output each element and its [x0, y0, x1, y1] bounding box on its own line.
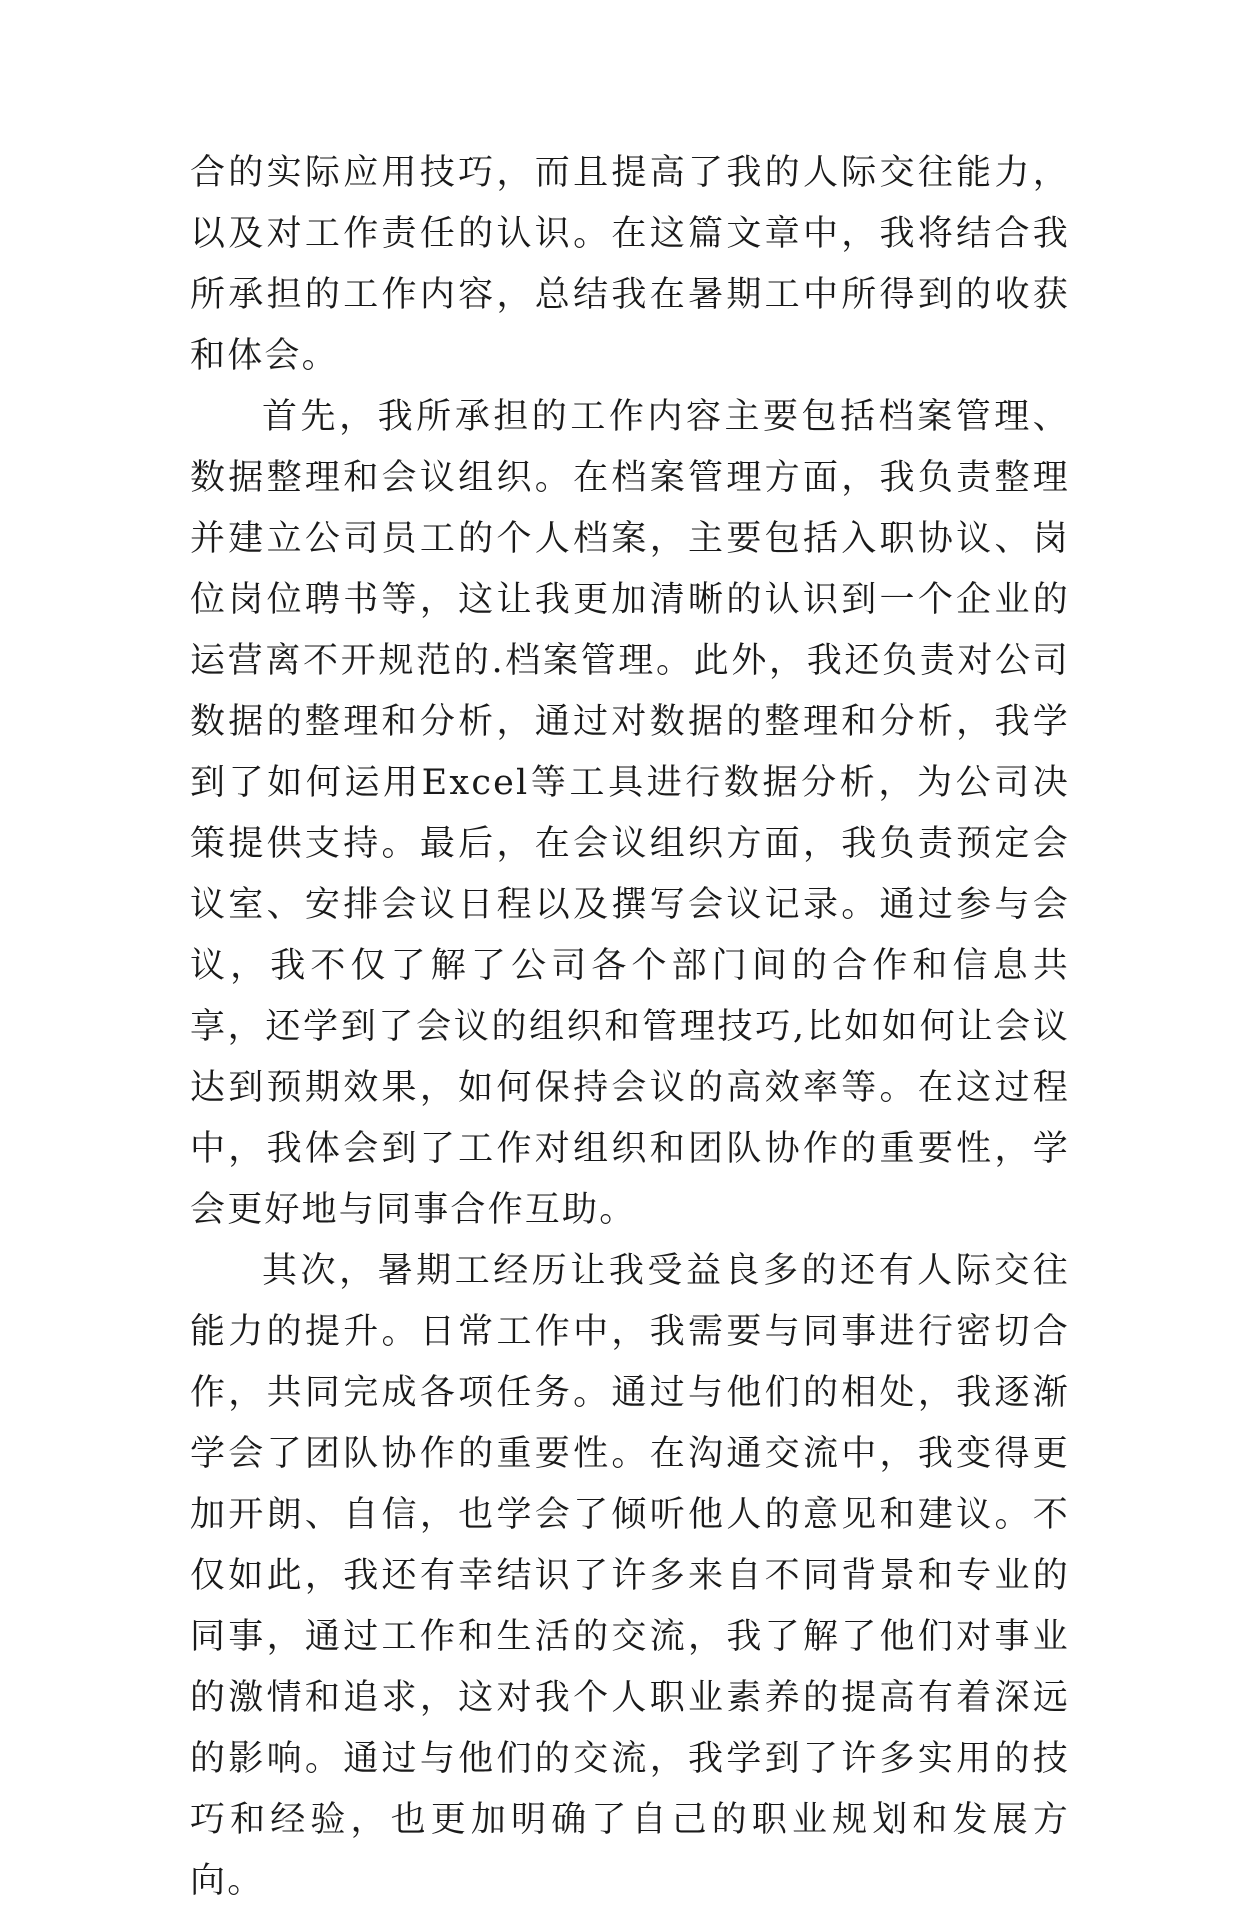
paragraph-work-content: 首先，我所承担的工作内容主要包括档案管理、数据整理和会议组织。在档案管理方面，我负责整理并建立公司员工的个人档案，主要包括入职协议、岗位岗位聘书等，这让我更加清晰的认识到一个企业的运营离不开规范的.档案管理。此外，我还负责对公司数据的整理和分析，通过对数据的整理和分析，我学到了如何运用Excel等工具进行数据分析，为公司决策提供支持。最后，在会议组织方面，我负责预定会议室、安排会议日程以及撰写会议记录。通过参与会议，我不仅了解了公司各个部门间的合作和信息共享，还学到了会议的组织和管理技巧,比如如何让会议达到预期效果，如何保持会议的高效率等。在这过程中，我体会到了工作对组织和团队协作的重要性，学会更好地与同事合作互助。	[190, 397, 1070, 1230]
paragraph-continuation: 合的实际应用技巧，而且提高了我的人际交往能力，以及对工作责任的认识。在这篇文章中，我将结合我所承担的工作内容，总结我在暑期工中所得到的收获和体会。	[190, 153, 1070, 376]
document-page	[190, 143, 1070, 1912]
paragraph-interpersonal-skills: 其次，暑期工经历让我受益良多的还有人际交往能力的提升。日常工作中，我需要与同事进行密切合作，共同完成各项任务。通过与他们的相处，我逐渐学会了团队协作的重要性。在沟通交流中，我变得更加开朗、自信，也学会了倾听他人的意见和建议。不仅如此，我还有幸结识了许多来自不同背景和专业的同事，通过工作和生活的交流，我了解了他们对事业的激情和追求，这对我个人职业素养的提高有着深远的影响。通过与他们的交流，我学到了许多实用的技巧和经验，也更加明确了自己的职业规划和发展方向。	[190, 1251, 1070, 1901]
